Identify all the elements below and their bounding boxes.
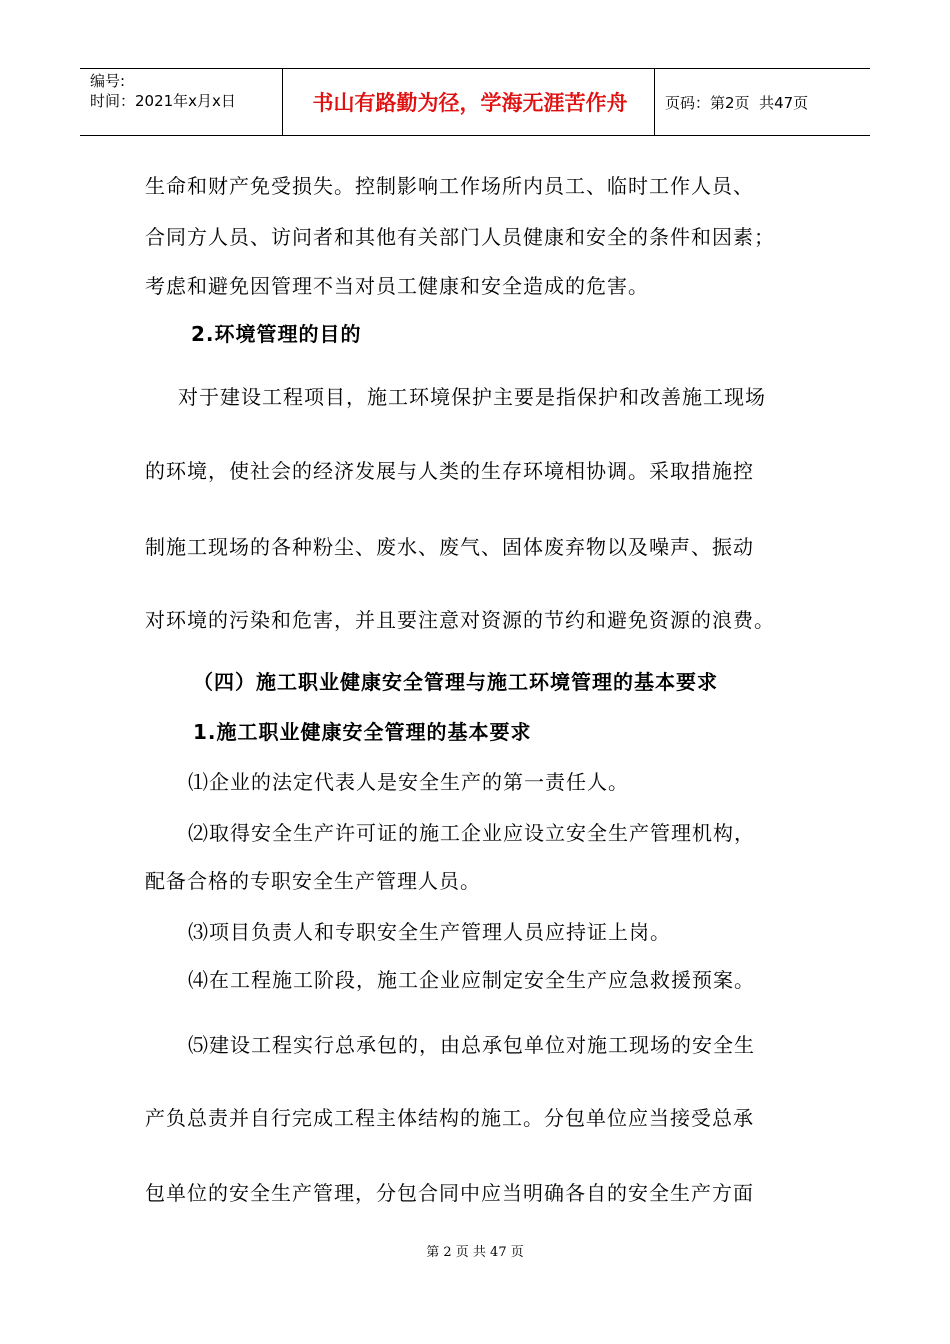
list-item: ⑷在工程施工阶段，施工企业应制定安全生产应急救援预案。 <box>188 968 755 992</box>
body-line: 合同方人员、访问者和其他有关部门人员健康和安全的条件和因素； <box>145 225 775 249</box>
section-heading: 2.环境管理的目的 <box>191 322 362 346</box>
header-page-info: 页码：第2页 共47页 <box>665 94 809 112</box>
body-line: 配备合格的专职安全生产管理人员。 <box>145 869 481 893</box>
body-line: 产负总责并自行完成工程主体结构的施工。分包单位应当接受总承 <box>145 1106 754 1130</box>
page-footer: 第 2 页 共 47 页 <box>426 1245 524 1260</box>
header-meta <box>90 71 236 111</box>
list-item: ⑴企业的法定代表人是安全生产的第一责任人。 <box>188 770 629 794</box>
document-header <box>80 68 870 136</box>
body-line: 考虑和避免因管理不当对员工健康和安全造成的危害。 <box>145 274 649 298</box>
body-line: 包单位的安全生产管理，分包合同中应当明确各自的安全生产方面 <box>145 1181 754 1205</box>
body-line: 对环境的污染和危害，并且要注意对资源的节约和避免资源的浪费。 <box>145 608 775 632</box>
header-divider <box>282 69 283 135</box>
body-line: 对于建设工程项目，施工环境保护主要是指保护和改善施工现场 <box>178 385 766 409</box>
list-item: ⑵取得安全生产许可证的施工企业应设立安全生产管理机构， <box>188 821 755 845</box>
section-heading: 1.施工职业健康安全管理的基本要求 <box>193 720 532 744</box>
document-time-label: 时间：2021年x月x日 <box>90 92 236 110</box>
chapter-heading: （四）施工职业健康安全管理与施工环境管理的基本要求 <box>193 670 718 694</box>
body-line: 制施工现场的各种粉尘、废水、废气、固体废弃物以及噪声、振动 <box>145 535 754 559</box>
body-line: 的环境，使社会的经济发展与人类的生存环境相协调。采取措施控 <box>145 459 754 483</box>
document-number-label: 编号: <box>90 72 126 90</box>
body-line: 生命和财产免受损失。控制影响工作场所内员工、临时工作人员、 <box>145 174 754 198</box>
header-motto: 书山有路勤为径，学海无涯苦作舟 <box>312 91 628 115</box>
list-item: ⑸建设工程实行总承包的，由总承包单位对施工现场的安全生 <box>188 1033 755 1057</box>
list-item: ⑶项目负责人和专职安全生产管理人员应持证上岗。 <box>188 920 671 944</box>
